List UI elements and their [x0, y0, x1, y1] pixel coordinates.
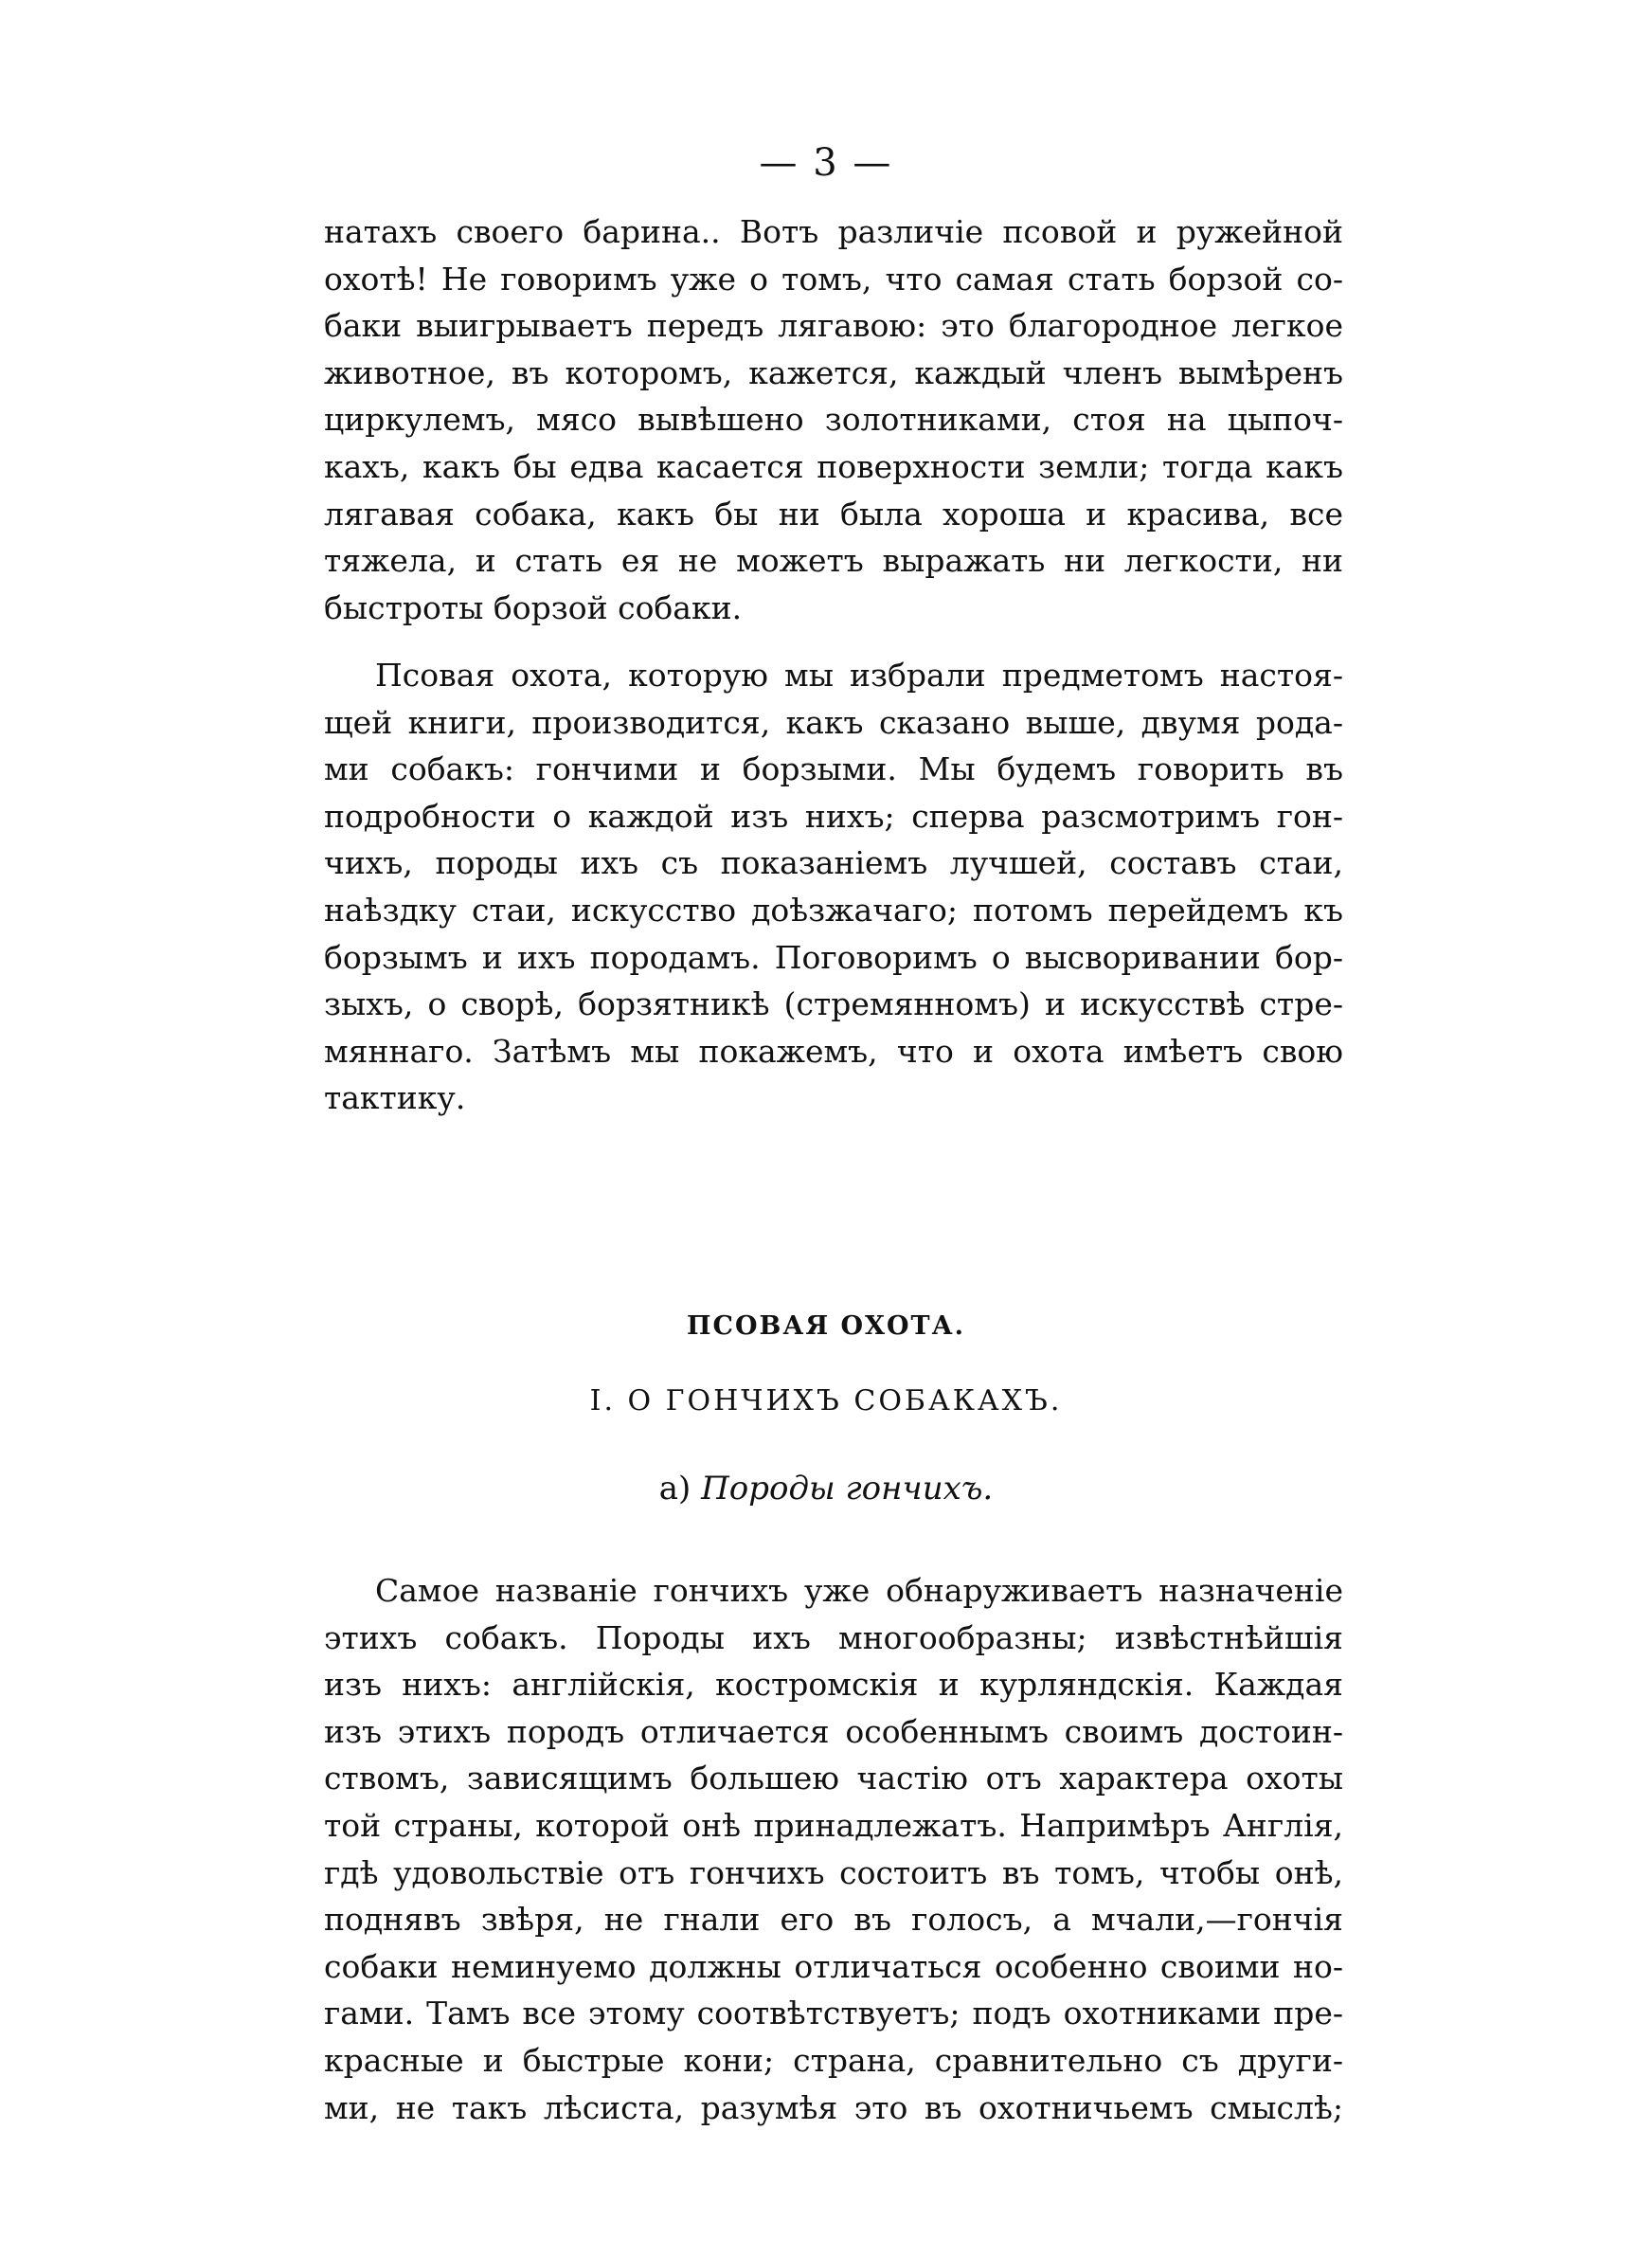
text-line: лягавая собака, какъ бы ни была хороша и красива, все	[324, 495, 1343, 533]
section-title: ПСОВАЯ ОХОТА.	[687, 1311, 965, 1341]
text-line: охотѣ! Не говоримъ уже о томъ, что самая стать борзой со-	[324, 260, 1343, 298]
text-line: той страны, которой онѣ принадлежатъ. Напримѣръ Англія,	[324, 1806, 1343, 1844]
text-line: собаки неминуемо должны отличаться особенно своими но-	[324, 1947, 1343, 1985]
text-line: гами. Тамъ все этому соотвѣтствуетъ; подъ охотниками пре-	[324, 1995, 1343, 2032]
text-line: циркулемъ, мясо вывѣшено золотниками, стоя на цыпоч-	[324, 401, 1343, 439]
paragraph-continuation	[324, 208, 1343, 631]
text-line: поднявъ звѣря, не гнали его въ голосъ, а мчали,—гончія	[324, 1901, 1343, 1939]
paragraph-hound-breeds	[324, 1567, 1343, 2131]
text-line: ми собакъ: гончими и борзыми. Мы будемъ говорить въ	[324, 750, 1343, 788]
text-line: щей книги, производится, какъ сказано выше, двумя рода-	[324, 703, 1343, 741]
text-line: баки выигрываетъ передъ лягавою: это благородное легкое	[324, 307, 1343, 345]
subsection-heading	[0, 1470, 1652, 1508]
text-line: красные и быстрые кони; страна, сравнительно съ други-	[324, 2041, 1343, 2079]
text-line: гдѣ удовольствіе отъ гончихъ состоитъ въ томъ, чтобы онѣ,	[324, 1853, 1343, 1891]
paragraph-introduction	[324, 652, 1343, 1122]
text-line: борзымъ и ихъ породамъ. Поговоримъ о высворивании бор-	[324, 938, 1343, 976]
text-line: тяжела, и стать ея не можетъ выражать ни легкости, ни	[324, 542, 1343, 580]
text-line: этихъ собакъ. Породы ихъ многообразны; извѣстнѣйшія	[324, 1618, 1343, 1656]
text-line: тактику.	[324, 1079, 466, 1117]
text-line: мяннаго. Затѣмъ мы покажемъ, что и охота имѣетъ свою	[324, 1032, 1343, 1070]
text-line: ми, не такъ лѣсиста, разумѣя это въ охотничьемъ смыслѣ;	[324, 2088, 1343, 2126]
text-line: наѣздку стаи, искусство доѣзжачаго; потомъ перейдемъ къ	[324, 891, 1343, 929]
text-line: быстроты борзой собаки.	[324, 588, 743, 626]
text-line: животное, въ которомъ, кажется, каждый членъ вымѣренъ	[324, 353, 1343, 391]
subsection-label: а)	[658, 1470, 691, 1508]
text-line: натахъ своего барина.. Вотъ различіе псовой и ружейной	[324, 213, 1343, 250]
subsection-title: Породы гончихъ.	[701, 1470, 994, 1508]
text-line: Самое названіе гончихъ уже обнаруживаетъ назначеніе	[375, 1572, 1343, 1609]
text-line: чихъ, породы ихъ съ показаніемъ лучшей, составъ стаи,	[324, 844, 1343, 882]
text-line: Псовая охота, которую мы избрали предметомъ настоя-	[375, 657, 1343, 694]
page-number: — 3 —	[759, 141, 893, 185]
chapter-heading: I. О ГОНЧИХЪ СОБАКАХЪ.	[589, 1384, 1063, 1417]
text-line: изъ этихъ породъ отличается особеннымъ своимъ достоин-	[324, 1712, 1343, 1750]
text-line: изъ нихъ: англійскія, костромскія и курляндскія. Каждая	[324, 1666, 1343, 1704]
text-line: ствомъ, зависящимъ большею частію отъ характера охоты	[324, 1760, 1343, 1797]
text-line: зыхъ, о сворѣ, борзятникѣ (стремянномъ) и искусствѣ стре-	[324, 985, 1343, 1023]
text-line: подробности о каждой изъ нихъ; сперва разсмотримъ гон-	[324, 797, 1343, 835]
text-line: кахъ, какъ бы едва касается поверхности земли; тогда какъ	[324, 447, 1343, 485]
